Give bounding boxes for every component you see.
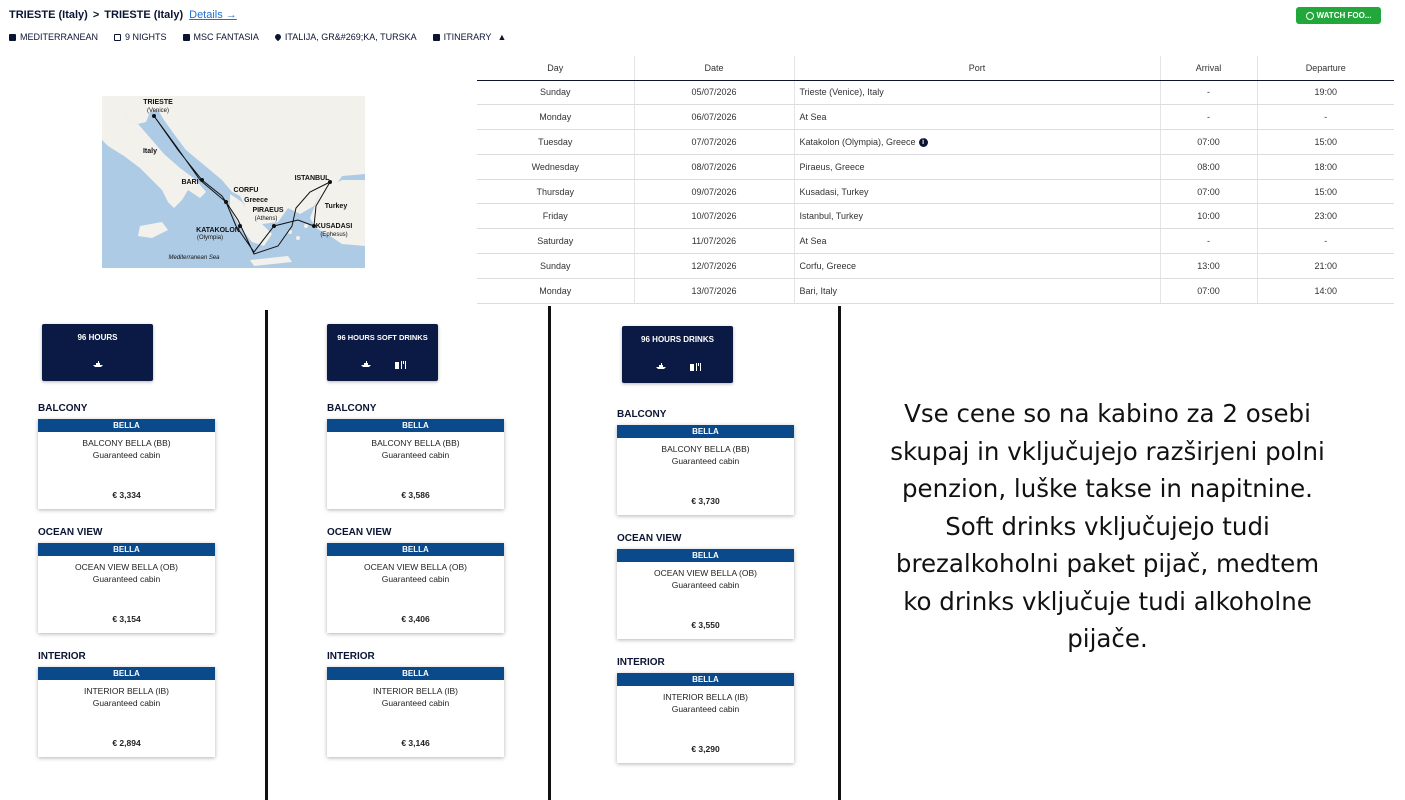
cabin-name: INTERIOR BELLA (IB): [662, 692, 749, 702]
cabin-info: [617, 443, 794, 467]
cabin-name: OCEAN VIEW BELLA (OB): [654, 568, 757, 578]
region-info: [9, 32, 98, 42]
cell-port: Trieste (Venice), Italy: [794, 80, 1160, 105]
cabin-price: € 3,730: [691, 496, 720, 506]
cell-port: Kusadasi, Turkey: [794, 179, 1160, 204]
cell-day: Sunday: [477, 254, 634, 279]
cabin-tier: BELLA: [617, 425, 794, 438]
location-pin-icon: [274, 33, 282, 41]
cell-departure: -: [1257, 229, 1394, 254]
cell-port: Istanbul, Turkey: [794, 204, 1160, 229]
ship-icon: [92, 360, 104, 368]
cell-arrival: 07:00: [1160, 179, 1257, 204]
cabin-info: [327, 561, 504, 585]
cabin-tier: BELLA: [38, 667, 215, 680]
col-header-departure: Departure: [1257, 56, 1394, 80]
info-icon[interactable]: i: [919, 138, 928, 147]
table-row: [477, 179, 1394, 204]
cruise-meta: [9, 32, 506, 42]
map-label-katakolon: KATAKOLON: [196, 227, 240, 234]
cell-day: Friday: [477, 204, 634, 229]
cabin-sub: Guaranteed cabin: [92, 574, 161, 584]
cabin-card-interior[interactable]: [327, 667, 504, 757]
cabin-name: INTERIOR BELLA (IB): [83, 686, 170, 696]
cell-port: Piraeus, Greece: [794, 154, 1160, 179]
cell-day: Saturday: [477, 229, 634, 254]
map-icon: [433, 34, 440, 41]
route-map-svg: [102, 96, 365, 268]
map-label-sea: Mediterranean Sea: [168, 255, 220, 261]
chevron-up-icon: ▲: [497, 32, 507, 42]
cabin-tier: BELLA: [38, 419, 215, 432]
column-divider: [265, 310, 268, 800]
category-label: INTERIOR: [38, 651, 86, 662]
ship-label: MSC FANTASIA: [193, 32, 259, 42]
cell-arrival: 13:00: [1160, 254, 1257, 279]
drinks-icon: [689, 362, 701, 372]
cabin-sub: Guaranteed cabin: [671, 580, 740, 590]
cabin-price: € 3,586: [401, 490, 430, 500]
itinerary-toggle[interactable]: [433, 32, 507, 42]
details-link[interactable]: Details →: [189, 9, 237, 21]
cell-date: 05/07/2026: [634, 80, 794, 105]
cell-day: Monday: [477, 105, 634, 130]
cabin-info: [38, 437, 215, 461]
itinerary-header-row: [477, 56, 1394, 80]
drinks-icon: [394, 360, 406, 370]
cell-departure: 18:00: [1257, 154, 1394, 179]
table-row: [477, 154, 1394, 179]
cell-arrival: 10:00: [1160, 204, 1257, 229]
pricing-note: Vse cene so na kabino za 2 osebi skupaj in vključujejo razširjeni polni penzion, luške takse in napitnine. Soft drinks vključujejo tudi brezalkoholni paket pijač, medtem ko drinks vključuje tudi alkoholne pijače.: [890, 399, 1325, 653]
map-label-turkey: Turkey: [324, 203, 348, 210]
route-from: TRIESTE (Italy): [9, 9, 88, 21]
watch-button-label: WATCH FOO...: [1316, 11, 1372, 20]
cell-day: Thursday: [477, 179, 634, 204]
package-icons: [327, 360, 438, 370]
cabin-sub: Guaranteed cabin: [92, 698, 161, 708]
package-badge[interactable]: [622, 326, 733, 383]
package-badge[interactable]: [327, 324, 438, 381]
cabin-tier: BELLA: [617, 673, 794, 686]
col-header-port: Port: [794, 56, 1160, 80]
cabin-info: [327, 685, 504, 709]
map-label-ephesus: (Ephesus): [320, 232, 348, 238]
cabin-name: INTERIOR BELLA (IB): [372, 686, 459, 696]
cell-arrival: 08:00: [1160, 154, 1257, 179]
cell-port: Corfu, Greece: [794, 254, 1160, 279]
cell-date: 11/07/2026: [634, 229, 794, 254]
cabin-price: € 3,334: [112, 490, 141, 500]
table-row: [477, 130, 1394, 155]
map-label-corfu: CORFU: [233, 187, 259, 194]
cell-date: 06/07/2026: [634, 105, 794, 130]
cabin-name: OCEAN VIEW BELLA (OB): [364, 562, 467, 572]
cabin-name: BALCONY BELLA (BB): [82, 438, 171, 448]
map-label-greece: Greece: [244, 197, 268, 204]
table-row: [477, 229, 1394, 254]
column-divider: [548, 306, 551, 800]
calendar-icon: [114, 34, 121, 41]
cell-day: Tuesday: [477, 130, 634, 155]
cell-departure: 15:00: [1257, 130, 1394, 155]
category-label: BALCONY: [327, 403, 377, 414]
cell-port: [794, 130, 1160, 155]
port-dot-bari: [200, 178, 204, 182]
cell-day: Wednesday: [477, 154, 634, 179]
table-row: [477, 278, 1394, 303]
cell-date: 09/07/2026: [634, 179, 794, 204]
nights-info: [114, 32, 167, 42]
route-map: [102, 96, 365, 268]
cabin-sub: Guaranteed cabin: [381, 450, 450, 460]
col-header-date: Date: [634, 56, 794, 80]
cabin-card-ocean-view[interactable]: [327, 543, 504, 633]
package-icons: [622, 362, 733, 372]
ship-icon: [360, 360, 372, 368]
cabin-price: € 3,154: [112, 614, 141, 624]
map-label-piraeus: PIRAEUS: [252, 207, 284, 214]
cabin-price: € 3,550: [691, 620, 720, 630]
cabin-price: € 3,146: [401, 738, 430, 748]
ship-info: [183, 32, 259, 42]
cabin-card-interior[interactable]: [617, 673, 794, 763]
itinerary-toggle-label: ITINERARY: [443, 32, 492, 42]
package-name: 96 HOURS SOFT DRINKS: [337, 333, 428, 342]
port-name: Katakolon (Olympia), Greece: [799, 136, 916, 147]
cabin-tier: BELLA: [38, 543, 215, 556]
table-row: [477, 105, 1394, 130]
category-label: INTERIOR: [617, 657, 665, 668]
nights-label: 9 NIGHTS: [125, 32, 167, 42]
route-separator: >: [92, 9, 100, 21]
football-icon: [1306, 12, 1314, 20]
map-label-italy: Italy: [142, 148, 158, 155]
cabin-name: OCEAN VIEW BELLA (OB): [75, 562, 178, 572]
cell-departure: 14:00: [1257, 278, 1394, 303]
cell-day: Monday: [477, 278, 634, 303]
cell-departure: -: [1257, 105, 1394, 130]
map-label-olympia: (Olympia): [196, 235, 224, 241]
map-label-athens: (Athens): [254, 216, 278, 222]
col-header-arrival: Arrival: [1160, 56, 1257, 80]
cell-departure: 15:00: [1257, 179, 1394, 204]
cell-arrival: -: [1160, 80, 1257, 105]
package-column-96-hours-soft-drinks: [327, 324, 507, 757]
cabin-info: [617, 567, 794, 591]
port-dot-trieste: [152, 114, 156, 118]
region-label: MEDITERRANEAN: [20, 32, 99, 42]
category-label: OCEAN VIEW: [327, 527, 392, 538]
category-label: BALCONY: [38, 403, 88, 414]
cell-date: 07/07/2026: [634, 130, 794, 155]
cabin-card-interior[interactable]: [38, 667, 215, 757]
cabin-price: € 3,290: [691, 744, 720, 754]
cabin-info: [38, 561, 215, 585]
route-title: [9, 9, 237, 21]
cabin-name: BALCONY BELLA (BB): [371, 438, 460, 448]
map-label-istanbul: ISTANBUL: [294, 175, 330, 182]
cell-departure: 21:00: [1257, 254, 1394, 279]
port-dot-corfu: [224, 200, 228, 204]
cell-arrival: -: [1160, 229, 1257, 254]
cell-date: 10/07/2026: [634, 204, 794, 229]
cell-date: 12/07/2026: [634, 254, 794, 279]
cabin-tier: BELLA: [327, 543, 504, 556]
itinerary-table: [477, 56, 1394, 304]
cell-port: At Sea: [794, 229, 1160, 254]
cell-departure: 23:00: [1257, 204, 1394, 229]
category-label: OCEAN VIEW: [617, 533, 682, 544]
cabin-sub: Guaranteed cabin: [671, 704, 740, 714]
col-header-day: Day: [477, 56, 634, 80]
cabin-sub: Guaranteed cabin: [671, 456, 740, 466]
category-label: OCEAN VIEW: [38, 527, 103, 538]
map-label-venice: (Venice): [146, 108, 170, 114]
cell-date: 08/07/2026: [634, 154, 794, 179]
cabin-sub: Guaranteed cabin: [381, 698, 450, 708]
cell-arrival: -: [1160, 105, 1257, 130]
cabin-card-balcony[interactable]: [38, 419, 215, 509]
cell-arrival: 07:00: [1160, 130, 1257, 155]
table-row: [477, 204, 1394, 229]
table-row: [477, 80, 1394, 105]
cell-arrival: 07:00: [1160, 278, 1257, 303]
ship-icon: [183, 34, 190, 41]
map-label-trieste: TRIESTE: [143, 99, 173, 106]
ship-icon: [655, 362, 667, 370]
cell-departure: 19:00: [1257, 80, 1394, 105]
cabin-tier: BELLA: [617, 549, 794, 562]
cabin-info: [327, 437, 504, 461]
cabin-info: [617, 691, 794, 715]
map-label-bari: BARI: [181, 179, 199, 186]
cabin-card-balcony[interactable]: [327, 419, 504, 509]
cabin-tier: BELLA: [327, 667, 504, 680]
map-icon: [9, 34, 16, 41]
map-label-kusadasi: KUSADASI: [315, 223, 353, 230]
table-row: [477, 254, 1394, 279]
cell-port: At Sea: [794, 105, 1160, 130]
column-divider: [838, 306, 841, 800]
countries-info: [275, 32, 417, 42]
cabin-card-ocean-view[interactable]: [617, 549, 794, 639]
route-to: TRIESTE (Italy): [104, 9, 184, 21]
package-name: 96 HOURS: [77, 333, 118, 342]
category-label: INTERIOR: [327, 651, 375, 662]
cell-port: Bari, Italy: [794, 278, 1160, 303]
cabin-card-ocean-view[interactable]: [38, 543, 215, 633]
cabin-price: € 2,894: [112, 738, 141, 748]
cabin-name: BALCONY BELLA (BB): [661, 444, 750, 454]
package-name: 96 HOURS DRINKS: [641, 335, 714, 344]
cabin-sub: Guaranteed cabin: [381, 574, 450, 584]
cabin-card-balcony[interactable]: [617, 425, 794, 515]
countries-label: ITALIJA, GR&#269;KA, TURSKA: [284, 32, 417, 42]
cell-date: 13/07/2026: [634, 278, 794, 303]
port-dot-piraeus: [272, 224, 276, 228]
cabin-tier: BELLA: [327, 419, 504, 432]
package-icons: [42, 360, 153, 368]
cabin-info: [38, 685, 215, 709]
cabin-sub: Guaranteed cabin: [92, 450, 161, 460]
cell-day: Sunday: [477, 80, 634, 105]
package-column-96-hours: [38, 324, 218, 757]
cabin-price: € 3,406: [401, 614, 430, 624]
package-column-96-hours-drinks: [617, 326, 797, 763]
watch-button[interactable]: [1296, 7, 1381, 24]
package-badge[interactable]: [42, 324, 153, 381]
category-label: BALCONY: [617, 409, 667, 420]
